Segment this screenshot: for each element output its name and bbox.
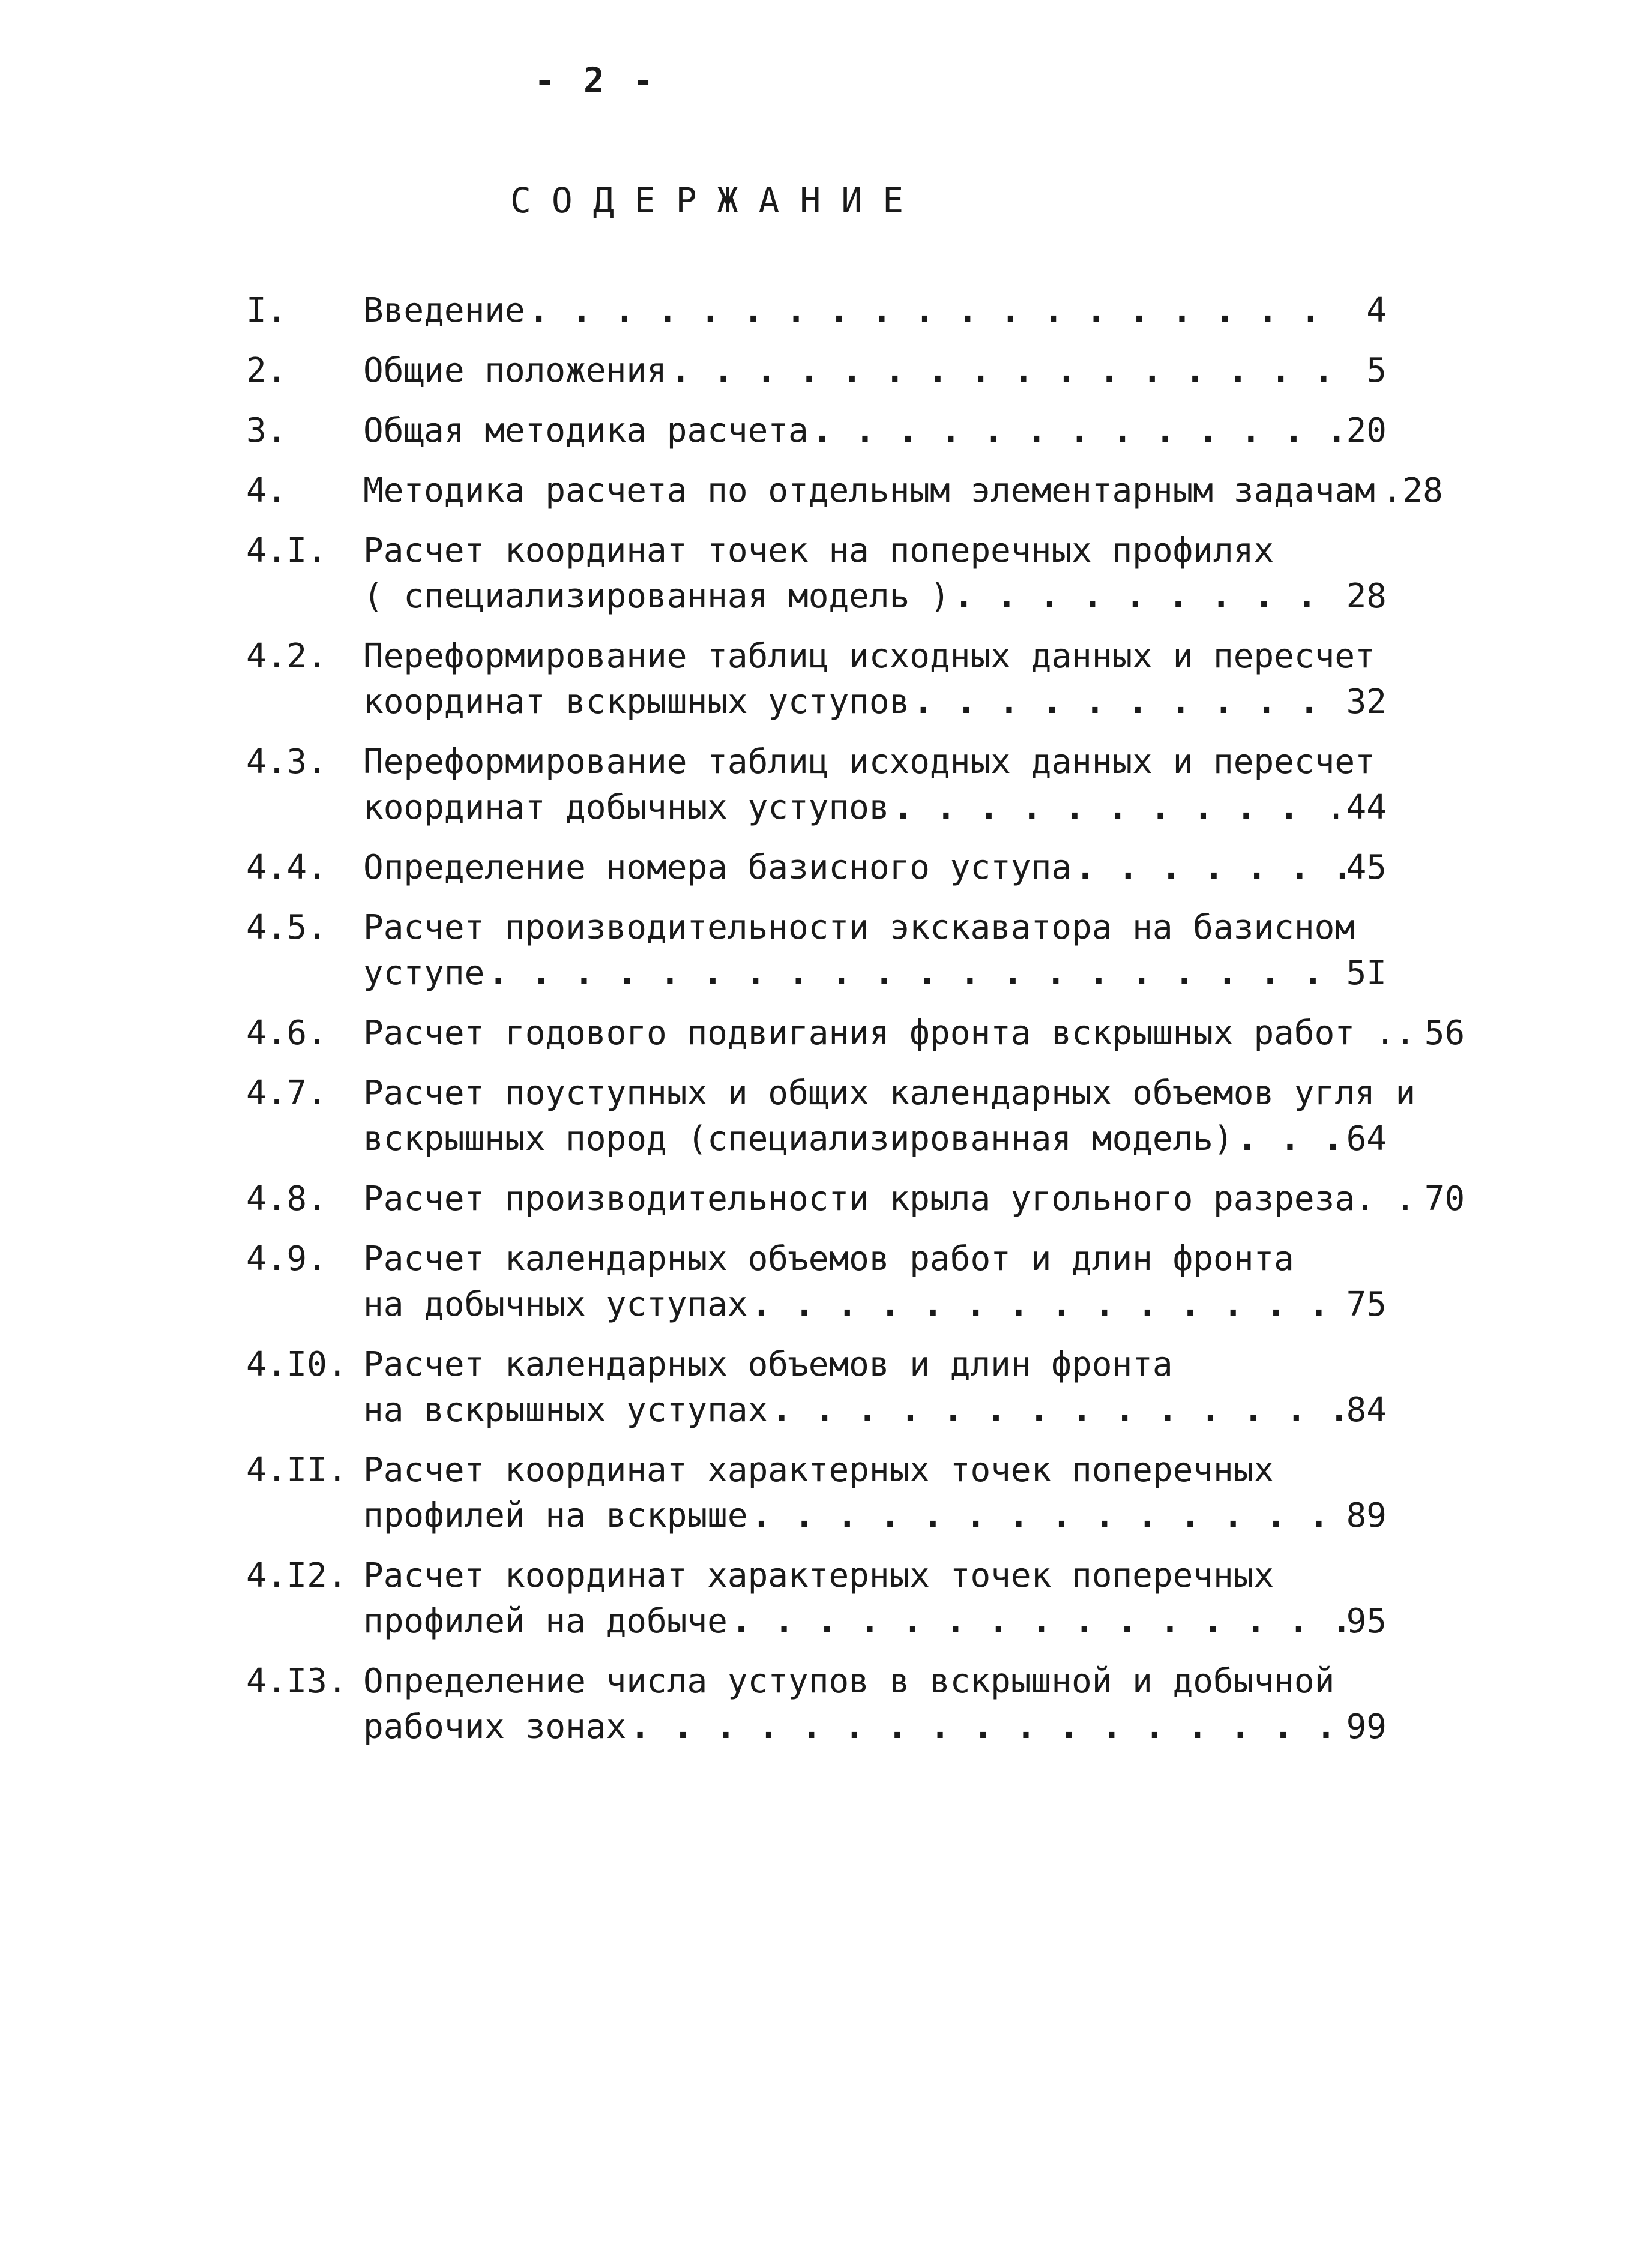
toc-entry-title: Расчет поуступных и общих календарных объемов угля и bbox=[363, 1074, 1416, 1113]
dot-leader bbox=[667, 348, 1345, 394]
toc-entry[interactable] bbox=[246, 739, 1387, 845]
toc-entry-line bbox=[246, 348, 1387, 394]
toc-entry-tail bbox=[363, 951, 1387, 996]
toc-entry-title: Расчет координат характерных точек поперечных bbox=[363, 1556, 1274, 1595]
toc-entry-line bbox=[246, 1282, 1387, 1328]
toc-entry-line bbox=[246, 951, 1387, 996]
entry-spacer bbox=[246, 514, 1387, 528]
entry-spacer bbox=[246, 454, 1387, 468]
dot-leader bbox=[768, 1388, 1345, 1433]
toc-entry[interactable] bbox=[246, 1342, 1387, 1448]
toc-entry-line bbox=[246, 739, 1387, 785]
toc-entry-number: 4.I2. bbox=[246, 1556, 348, 1595]
toc-entry-number: 4.6. bbox=[246, 1014, 327, 1053]
toc-entry-line bbox=[246, 574, 1387, 619]
toc-entry-tail bbox=[363, 1388, 1387, 1433]
entry-spacer bbox=[246, 891, 1387, 905]
dot-leader bbox=[748, 1493, 1345, 1539]
toc-entry-title: координат добычных уступов bbox=[363, 788, 890, 827]
toc-entry-line bbox=[246, 1553, 1387, 1599]
entry-spacer bbox=[246, 1328, 1387, 1342]
toc-page-number: 20 bbox=[1346, 411, 1387, 450]
toc-entry[interactable] bbox=[246, 905, 1387, 1011]
toc-entry-line bbox=[246, 1704, 1387, 1750]
toc-entry-number: 3. bbox=[246, 411, 287, 450]
toc-entry-tail bbox=[363, 348, 1387, 394]
entry-spacer bbox=[246, 1539, 1387, 1553]
toc-entry-number: 4.5. bbox=[246, 908, 327, 947]
toc-entry-title: профилей на добыче bbox=[363, 1602, 728, 1641]
toc-page-number: 32 bbox=[1346, 682, 1387, 721]
toc-entry[interactable] bbox=[246, 634, 1387, 739]
toc-entry-title: Общая методика расчета bbox=[363, 411, 809, 450]
toc-entry-number: 4.9. bbox=[246, 1239, 327, 1278]
toc-entry-title: Расчет производительности экскаватора на базисном bbox=[363, 908, 1355, 947]
toc-entry-line bbox=[246, 528, 1387, 574]
toc-page-number: .44 bbox=[1325, 788, 1387, 827]
toc-entry[interactable] bbox=[246, 1659, 1387, 1764]
entry-spacer bbox=[246, 831, 1387, 845]
toc-entry-line bbox=[246, 1342, 1387, 1388]
toc-entry-tail bbox=[363, 1493, 1387, 1539]
toc-entry-title: вскрышных пород (специализированная модель) bbox=[363, 1119, 1234, 1158]
toc-entry-title: рабочих зонах bbox=[363, 1707, 627, 1746]
toc-entry-title: координат вскрышных уступов bbox=[363, 682, 910, 721]
toc-page-number: 95 bbox=[1346, 1602, 1387, 1641]
toc-entry-tail bbox=[363, 574, 1387, 619]
toc-entry-number: 4.I3. bbox=[246, 1662, 348, 1701]
toc-page-number: 84 bbox=[1346, 1391, 1387, 1430]
toc-entry-title: Расчет календарных объемов работ и длин фронта bbox=[363, 1239, 1294, 1278]
toc-page-number: 89 bbox=[1346, 1496, 1387, 1535]
toc-entry[interactable] bbox=[246, 1448, 1387, 1553]
toc-entry[interactable] bbox=[246, 468, 1443, 528]
toc-entry-title: Общие положения bbox=[363, 351, 667, 390]
toc-entry[interactable] bbox=[246, 1176, 1465, 1236]
toc-entry-line bbox=[246, 408, 1387, 454]
dot-leader bbox=[728, 1599, 1345, 1644]
toc-entry-title: Введение bbox=[363, 291, 525, 330]
toc-entry-title: Расчет календарных объемов и длин фронта bbox=[363, 1345, 1173, 1384]
entry-spacer bbox=[246, 334, 1387, 348]
entry-spacer bbox=[246, 725, 1387, 739]
toc-page-number: .28 bbox=[1382, 471, 1443, 510]
toc-entry-number: 4.I0. bbox=[246, 1345, 348, 1384]
toc-entry[interactable] bbox=[246, 288, 1387, 348]
toc-entry-line bbox=[246, 1176, 1465, 1222]
table-of-contents bbox=[246, 288, 1465, 1764]
toc-entry-title: профилей на вскрыше bbox=[363, 1496, 748, 1535]
dot-leader bbox=[1234, 1116, 1345, 1162]
toc-entry-tail bbox=[363, 288, 1387, 334]
toc-entry-number: 4.7. bbox=[246, 1074, 327, 1113]
toc-entry-title: Расчет координат точек на поперечных профилях bbox=[363, 531, 1274, 570]
toc-page-number: 5I bbox=[1346, 954, 1387, 993]
toc-entry-title: на добычных уступах bbox=[363, 1285, 748, 1324]
toc-entry-tail bbox=[363, 845, 1387, 891]
toc-entry-line bbox=[246, 785, 1387, 831]
toc-entry-line bbox=[246, 1388, 1387, 1433]
dot-leader bbox=[950, 574, 1345, 619]
toc-entry-title: Методика расчета по отдельным элементарным задачам bbox=[363, 471, 1375, 510]
toc-entry[interactable] bbox=[246, 845, 1387, 905]
entry-spacer bbox=[246, 1750, 1387, 1764]
toc-entry-title: ( специализированная модель ) bbox=[363, 577, 950, 616]
toc-entry-line bbox=[246, 845, 1387, 891]
toc-entry-number: 4.2. bbox=[246, 637, 327, 676]
toc-entry-tail bbox=[363, 1704, 1387, 1750]
entry-spacer bbox=[246, 1222, 1387, 1236]
toc-entry-title: на вскрышных уступах bbox=[363, 1391, 768, 1430]
toc-entry[interactable] bbox=[246, 1553, 1387, 1659]
toc-page-number: 75 bbox=[1346, 1285, 1387, 1324]
toc-entry-line bbox=[246, 288, 1387, 334]
toc-page-number: 70 bbox=[1424, 1179, 1465, 1218]
entry-spacer bbox=[246, 394, 1387, 408]
toc-entry-line bbox=[246, 679, 1387, 725]
toc-entry-title: Переформирование таблиц исходных данных и пересчет bbox=[363, 637, 1375, 676]
toc-entry-line bbox=[246, 1236, 1387, 1282]
toc-entry-line bbox=[246, 1448, 1387, 1493]
entry-spacer bbox=[246, 619, 1387, 634]
dot-leader bbox=[1072, 845, 1345, 891]
toc-entry-line bbox=[246, 1599, 1387, 1644]
toc-entry-number: 4.8. bbox=[246, 1179, 327, 1218]
toc-entry-number: 4.4. bbox=[246, 848, 327, 887]
dot-leader bbox=[1415, 1011, 1423, 1056]
toc-entry-tail bbox=[363, 408, 1387, 454]
toc-entry-tail bbox=[363, 1116, 1387, 1162]
toc-entry[interactable] bbox=[246, 1071, 1416, 1176]
toc-page-number: 99 bbox=[1346, 1707, 1387, 1746]
toc-entry-number: 4.II. bbox=[246, 1451, 348, 1490]
entry-spacer bbox=[246, 1433, 1387, 1448]
toc-entry[interactable] bbox=[246, 1236, 1387, 1342]
toc-page-number: 56 bbox=[1424, 1014, 1465, 1053]
dot-leader bbox=[484, 951, 1345, 996]
toc-page-number: 45 bbox=[1346, 848, 1387, 887]
dot-leader bbox=[1375, 468, 1382, 514]
toc-entry[interactable] bbox=[246, 408, 1387, 468]
toc-entry-line bbox=[246, 1116, 1387, 1162]
toc-entry-line bbox=[246, 905, 1387, 951]
toc-entry-tail bbox=[363, 679, 1387, 725]
toc-entry-tail bbox=[363, 1176, 1465, 1222]
toc-entry-number: I. bbox=[246, 291, 287, 330]
dot-leader bbox=[890, 785, 1326, 831]
toc-entry-tail bbox=[363, 785, 1387, 831]
toc-entry-line bbox=[246, 634, 1387, 679]
toc-title: СОДЕРЖАНИЕ bbox=[510, 180, 924, 221]
entry-spacer bbox=[246, 1644, 1387, 1659]
dot-leader bbox=[809, 408, 1345, 454]
toc-entry-title: Переформирование таблиц исходных данных и пересчет bbox=[363, 742, 1375, 781]
toc-entry-title: Расчет годового подвигания фронта вскрышных работ .. bbox=[363, 1014, 1416, 1053]
toc-entry-tail bbox=[363, 1011, 1465, 1056]
toc-page-number: 5 bbox=[1366, 351, 1387, 390]
dot-leader bbox=[909, 679, 1345, 725]
toc-entry-line bbox=[246, 1011, 1465, 1056]
toc-entry-title: Расчет координат характерных точек поперечных bbox=[363, 1451, 1274, 1490]
toc-entry-line bbox=[246, 1071, 1416, 1116]
toc-entry-number: 4. bbox=[246, 471, 287, 510]
toc-entry-title: уступе bbox=[363, 954, 485, 993]
toc-entry-title: Определение числа уступов в вскрышной и добычной bbox=[363, 1662, 1335, 1701]
toc-entry-line bbox=[246, 1493, 1387, 1539]
toc-entry[interactable] bbox=[246, 348, 1387, 408]
toc-entry-number: 2. bbox=[246, 351, 287, 390]
toc-entry-line bbox=[246, 1659, 1387, 1704]
entry-spacer bbox=[246, 1162, 1387, 1176]
toc-entry-number: 4.3. bbox=[246, 742, 327, 781]
entry-spacer bbox=[246, 996, 1387, 1011]
toc-entry-number: 4.I. bbox=[246, 531, 327, 570]
toc-entry-tail bbox=[363, 1282, 1387, 1328]
toc-page-number: 4 bbox=[1366, 291, 1387, 330]
toc-entry[interactable] bbox=[246, 528, 1387, 634]
toc-entry[interactable] bbox=[246, 1011, 1465, 1071]
toc-page-number: 28 bbox=[1346, 577, 1387, 616]
entry-spacer bbox=[246, 1056, 1387, 1071]
dot-leader bbox=[626, 1704, 1345, 1750]
toc-entry-title: Определение номера базисного уступа bbox=[363, 848, 1072, 887]
toc-entry-tail bbox=[363, 468, 1443, 514]
dot-leader bbox=[1415, 1176, 1423, 1222]
dot-leader bbox=[525, 288, 1345, 334]
toc-entry-tail bbox=[363, 1599, 1387, 1644]
toc-entry-line bbox=[246, 468, 1443, 514]
toc-entry-title: Расчет производительности крыла угольного разреза. . bbox=[363, 1179, 1416, 1218]
page-number: - 2 - bbox=[534, 60, 657, 101]
dot-leader bbox=[748, 1282, 1345, 1328]
toc-page-number: 64 bbox=[1346, 1119, 1387, 1158]
